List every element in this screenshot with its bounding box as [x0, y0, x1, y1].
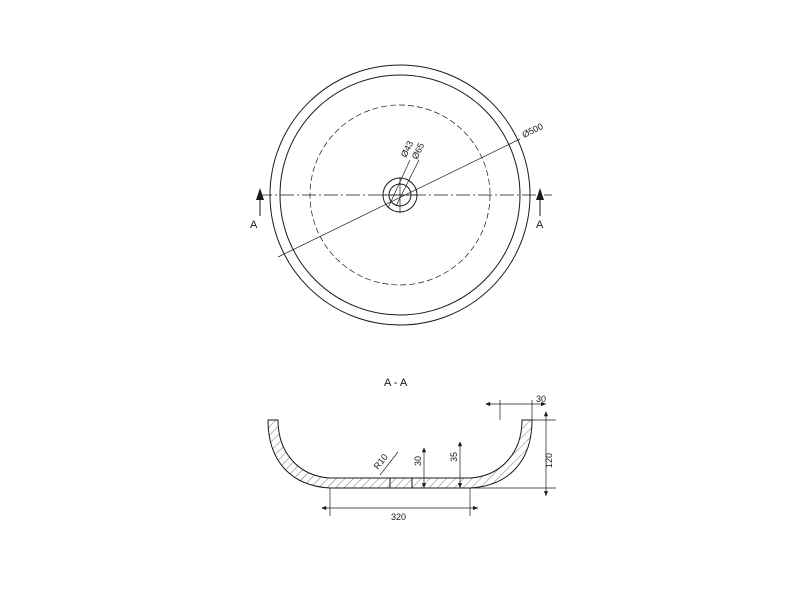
section-label-left: A: [250, 219, 258, 231]
dim-drain-boss-label: 30: [413, 455, 423, 466]
dim-base-width-label: 320: [391, 512, 407, 522]
dim-base-thickness-label: 35: [449, 451, 459, 462]
dim-fillet-label: R10: [371, 452, 390, 472]
section-view-group: [268, 377, 556, 522]
top-view-group: [250, 65, 552, 325]
dim-rim-thickness-label: 30: [536, 394, 547, 404]
drain-inner-label: Ø43: [398, 139, 416, 159]
section-arrow-left: [256, 188, 264, 200]
drain-outer-label: Ø65: [409, 141, 427, 161]
dim-height-label: 120: [544, 452, 554, 468]
outer-diameter-leader: [278, 139, 520, 257]
outer-diameter-label: Ø500: [520, 121, 545, 140]
section-label-right: A: [536, 219, 544, 231]
section-view-title: A - A: [384, 377, 408, 389]
section-arrow-right: [536, 188, 544, 200]
